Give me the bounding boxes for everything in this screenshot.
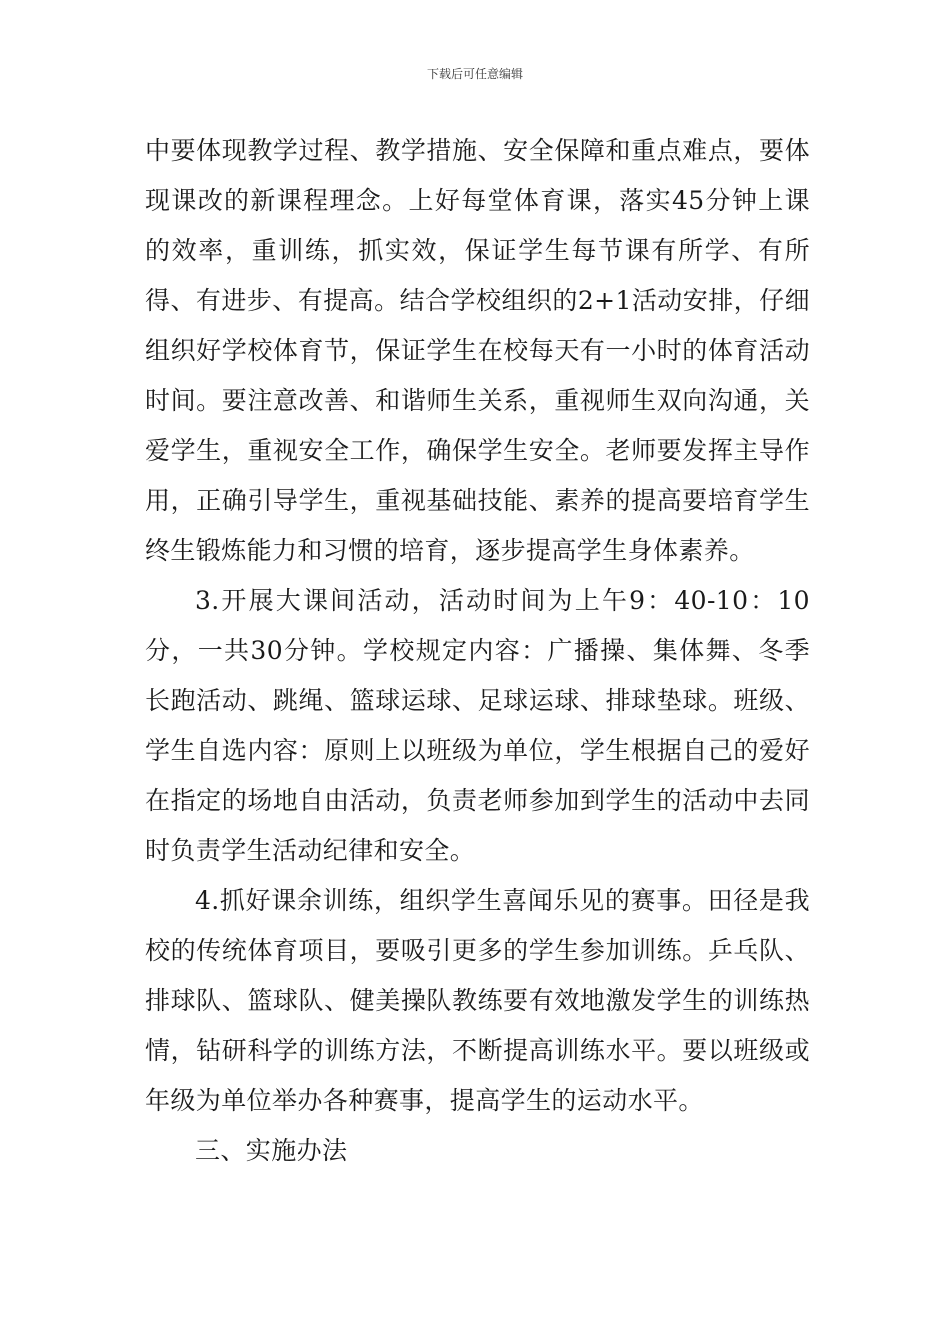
paragraph-continuation: 中要体现教学过程、教学措施、安全保障和重点难点，要体现课改的新课程理念。上好每堂体育课，落实45分钟上课的效率，重训练，抓实效，保证学生每节课有所学、有所得、有进步、有提高。结合学校组织的2+1活动安排，仔细组织好学校体育节，保证学生在校每天有一小时的体育活动时间。要注意改善、和谐师生关系，重视师生双向沟通，关爱学生，重视安全工作，确保学生安全。老师要发挥主导作用，正确引导学生，重视基础技能、素养的提高要培育学生终生锻炼能力和习惯的培育，逐步提高学生身体素养。 [145, 136, 810, 565]
section-heading-implementation: 三、实施办法 [195, 1136, 348, 1165]
paragraph-item-3: 3.开展大课间活动，活动时间为上午9：40-10：10分，一共30分钟。学校规定内容：广播操、集体舞、冬季长跑活动、跳绳、篮球运球、足球运球、排球垫球。班级、学生自选内容：原则上以班级为单位，学生根据自己的爱好在指定的场地自由活动，负责老师参加到学生的活动中去同时负责学生活动纪律和安全。 [145, 586, 810, 865]
page-header: 下载后可任意编辑 [426, 67, 523, 81]
document-body [145, 126, 810, 1176]
paragraph-item-4: 4.抓好课余训练，组织学生喜闻乐见的赛事。田径是我校的传统体育项目，要吸引更多的学生参加训练。乒乓队、排球队、篮球队、健美操队教练要有效地激发学生的训练热情，钻研科学的训练方法，不断提高训练水平。要以班级或年级为单位举办各种赛事，提高学生的运动水平。 [145, 886, 810, 1115]
